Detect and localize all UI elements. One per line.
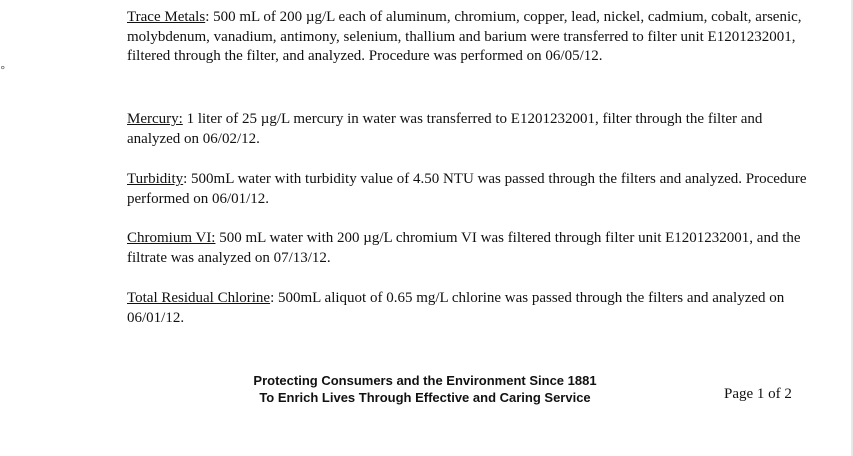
- margin-mark: °: [0, 64, 6, 77]
- footer-motto-line-1: Protecting Consumers and the Environment Since 1881: [253, 373, 597, 388]
- text-chromium-vi: 500 mL water with 200 µg/L chromium VI was filtered through filter unit E1201232001, and the filtrate was analyzed on 07/13/12.: [127, 230, 801, 266]
- paragraph-trace-metals: [127, 8, 807, 67]
- paragraph-total-residual-chlorine: [127, 289, 807, 328]
- text-turbidity: : 500mL water with turbidity value of 4.50 NTU was passed through the filters and analyzed. Procedure performed on 06/01/12.: [127, 171, 807, 207]
- footer-motto: [200, 372, 650, 406]
- label-mercury: Mercury:: [127, 111, 183, 127]
- paragraph-chromium-vi: [127, 229, 807, 268]
- label-chromium-vi: Chromium VI:: [127, 230, 216, 246]
- paragraph-turbidity: [127, 170, 807, 209]
- label-trace-metals: Trace Metals: [127, 9, 206, 25]
- page-number: Page 1 of 2: [724, 386, 792, 402]
- text-total-residual-chlorine: : 500mL aliquot of 0.65 mg/L chlorine was passed through the filters and analyzed on 06/01/12.: [127, 290, 785, 326]
- label-turbidity: Turbidity: [127, 171, 184, 187]
- footer-motto-line-2: To Enrich Lives Through Effective and Caring Service: [259, 390, 591, 405]
- paragraph-mercury: [127, 110, 807, 149]
- text-trace-metals: : 500 mL of 200 µg/L each of aluminum, chromium, copper, lead, nickel, cadmium, cobalt, arsenic, molybdenum, vanadium, antimony, selenium, thallium and barium were transferred to filter unit E1201232001, filtered through the filter, and analyzed. Procedure was performed on 06/05/12.: [127, 9, 802, 64]
- text-mercury: 1 liter of 25 µg/L mercury in water was transferred to E1201232001, filter through the filter and analyzed on 06/02/12.: [127, 111, 763, 147]
- label-total-residual-chlorine: Total Residual Chlorine: [127, 290, 271, 306]
